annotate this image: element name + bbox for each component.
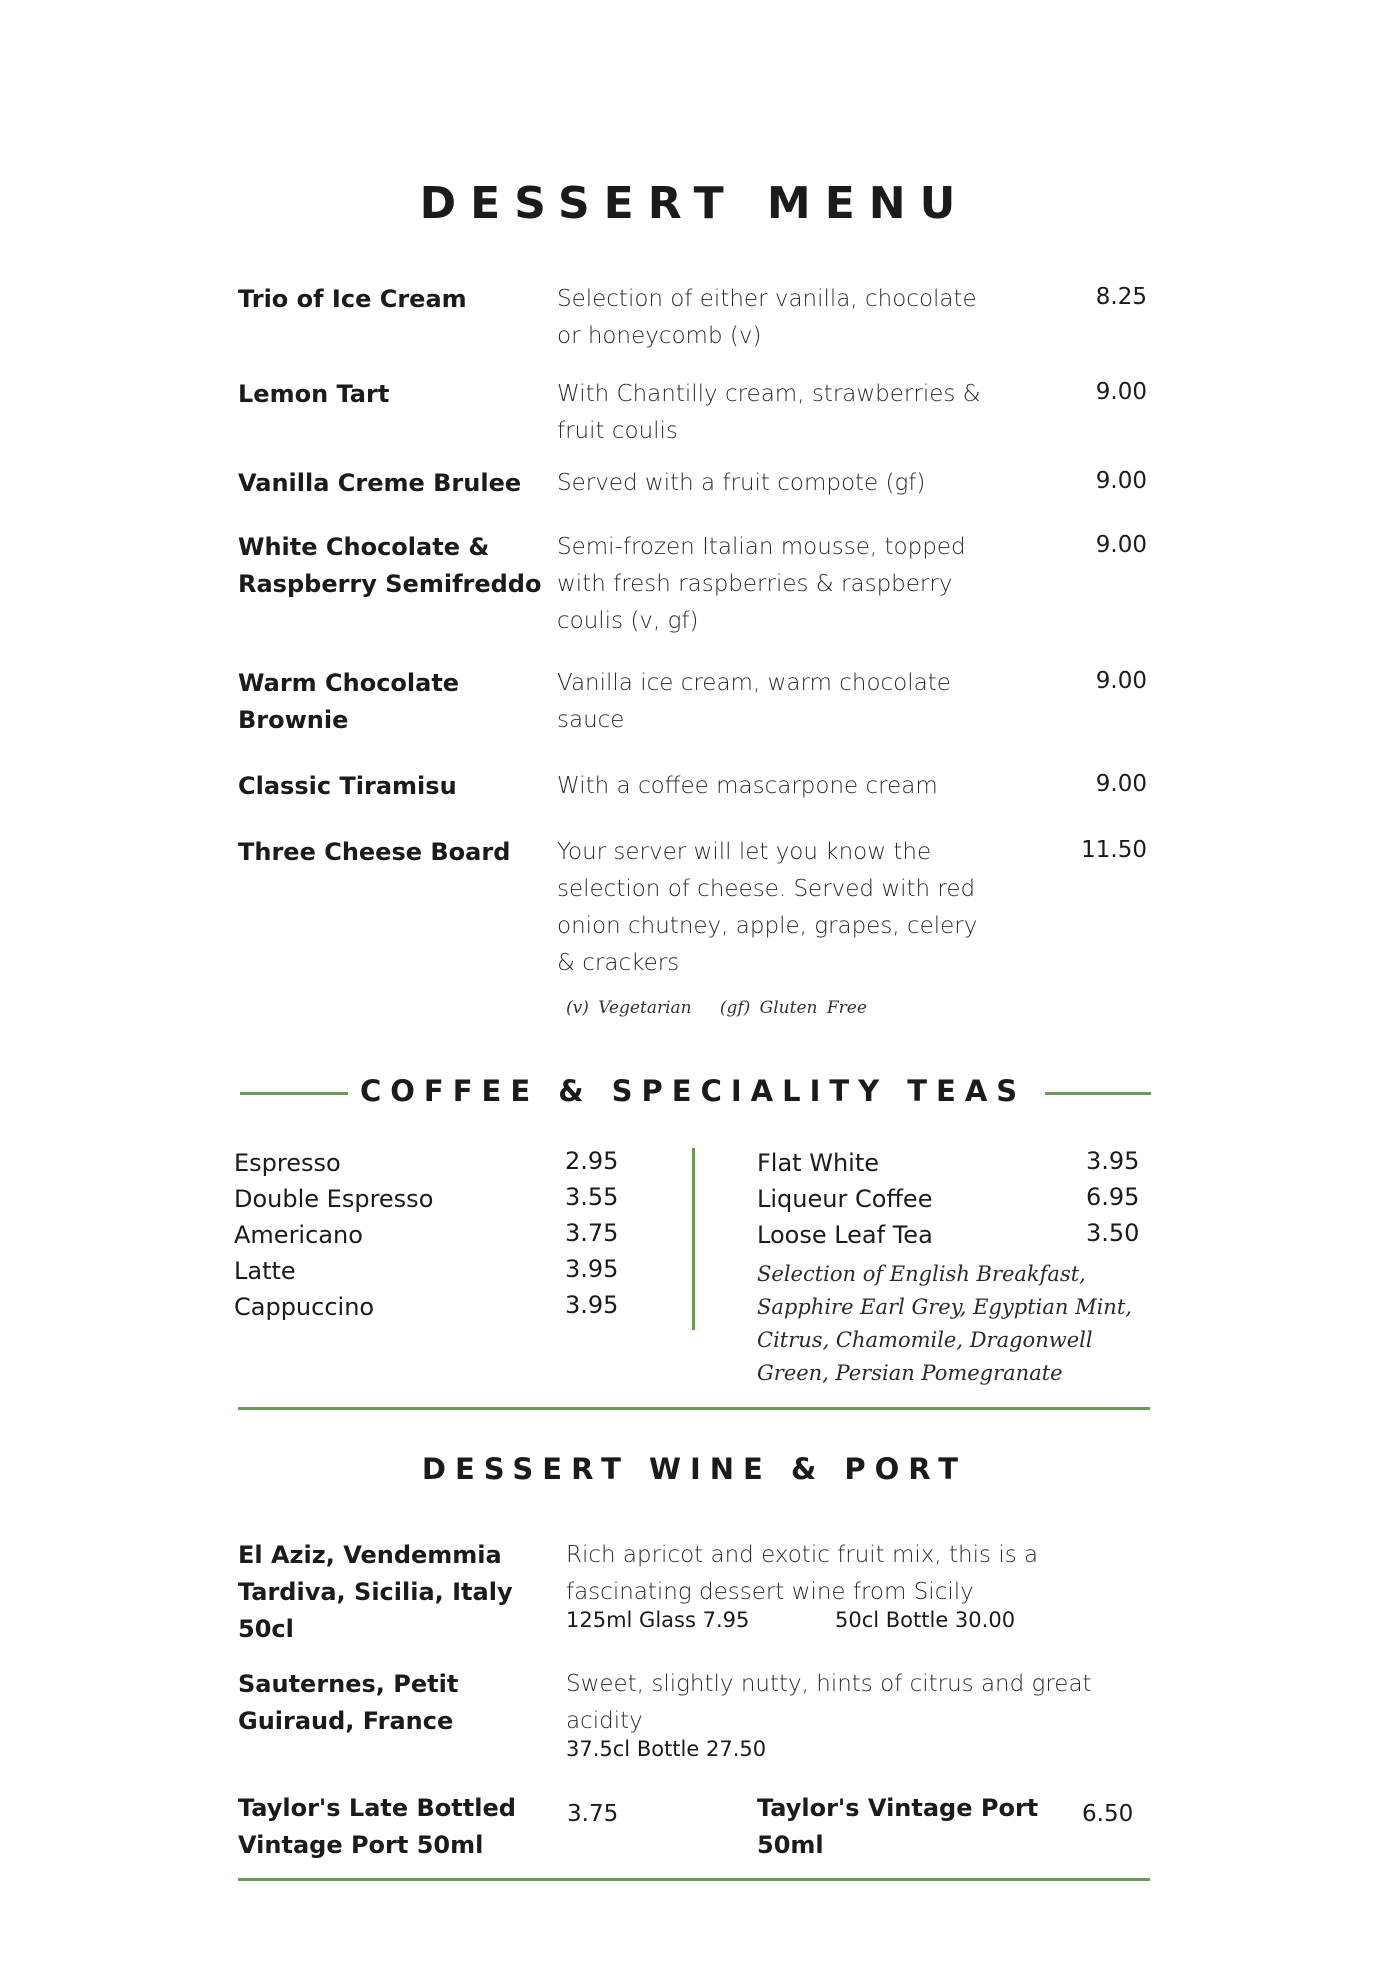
port-name: Taylor's Late Bottled Vintage Port 50ml (238, 1794, 516, 1859)
dessert-name: Warm Chocolate Brownie (238, 669, 460, 734)
wine-bottle-price: 50cl Bottle 30.00 (835, 1608, 1016, 1632)
dessert-desc: Your server will let you know the selection of cheese. Served with red onion chutney, apple, grapes, celery & crackers (557, 839, 978, 976)
divider-line (238, 1878, 1150, 1881)
coffee-name: Double Espresso (234, 1185, 434, 1213)
coffee-name: Cappuccino (234, 1293, 375, 1321)
dessert-name: Trio of Ice Cream (238, 285, 467, 313)
dessert-desc: Selection of either vanilla, chocolate or honeycomb (v) (557, 286, 977, 349)
dessert-name: Classic Tiramisu (238, 772, 457, 800)
dessert-price: 9.00 (1095, 771, 1147, 797)
coffee-name: Americano (234, 1221, 363, 1249)
dessert-price: 8.25 (1095, 284, 1147, 310)
wine-glass-price: 125ml Glass 7.95 (566, 1608, 750, 1632)
dessert-name: Three Cheese Board (238, 838, 511, 866)
dessert-name: White Chocolate & Raspberry Semifreddo (238, 533, 542, 598)
port-price: 6.50 (1082, 1801, 1134, 1827)
coffee-price: 3.95 (1086, 1147, 1140, 1175)
dessert-desc: Vanilla ice cream, warm chocolate sauce (557, 670, 951, 733)
dessert-desc: With Chantilly cream, strawberries & fruit coulis (557, 381, 981, 444)
menu-title: DESSERT MENU (419, 178, 970, 229)
dessert-price: 9.00 (1095, 532, 1147, 558)
coffee-price: 3.50 (1086, 1219, 1140, 1247)
column-divider (692, 1148, 695, 1330)
coffee-price: 3.95 (565, 1291, 619, 1319)
wine-name: Sauternes, Petit Guiraud, France (238, 1670, 459, 1735)
coffee-price: 3.75 (565, 1219, 619, 1247)
coffee-price: 6.95 (1086, 1183, 1140, 1211)
divider-line (238, 1407, 1150, 1410)
coffee-price: 3.95 (565, 1255, 619, 1283)
dessert-name: Vanilla Creme Brulee (238, 469, 522, 497)
port-price: 3.75 (567, 1801, 619, 1827)
wine-desc: Sweet, slightly nutty, hints of citrus and great acidity (566, 1671, 1092, 1734)
wine-heading: DESSERT WINE & PORT (421, 1452, 968, 1486)
divider-line (1045, 1092, 1151, 1095)
dessert-desc: Semi-frozen Italian mousse, topped with fresh raspberries & raspberry coulis (v, gf) (557, 534, 966, 634)
dessert-name: Lemon Tart (238, 380, 390, 408)
wine-desc: Rich apricot and exotic fruit mix, this is a fascinating dessert wine from Sicily (566, 1542, 1039, 1605)
divider-line (240, 1092, 348, 1095)
dessert-price: 9.00 (1095, 468, 1147, 494)
dessert-desc: Served with a fruit compote (gf) (557, 470, 926, 496)
coffee-heading: COFFEE & SPECIALITY TEAS (360, 1074, 1027, 1108)
wine-bottle-price: 37.5cl Bottle 27.50 (566, 1737, 767, 1761)
dietary-note: (v) Vegetarian (gf) Gluten Free (566, 998, 867, 1018)
dessert-price: 9.00 (1095, 668, 1147, 694)
dessert-price: 11.50 (1081, 837, 1147, 863)
dessert-price: 9.00 (1095, 379, 1147, 405)
coffee-name: Loose Leaf Tea (757, 1221, 933, 1249)
coffee-name: Latte (234, 1257, 296, 1285)
coffee-price: 2.95 (565, 1147, 619, 1175)
wine-name: El Aziz, Vendemmia Tardiva, Sicilia, Italy 50cl (238, 1541, 513, 1643)
port-name: Taylor's Vintage Port 50ml (757, 1794, 1039, 1859)
coffee-name: Flat White (757, 1149, 880, 1177)
dessert-desc: With a coffee mascarpone cream (557, 773, 938, 799)
coffee-name: Liqueur Coffee (757, 1185, 933, 1213)
tea-selection-note: Selection of English Breakfast, Sapphire Earl Grey, Egyptian Mint, Citrus, Chamomile, Dragonwell Green, Persian Pomegranate (757, 1262, 1132, 1385)
coffee-price: 3.55 (565, 1183, 619, 1211)
coffee-name: Espresso (234, 1149, 341, 1177)
